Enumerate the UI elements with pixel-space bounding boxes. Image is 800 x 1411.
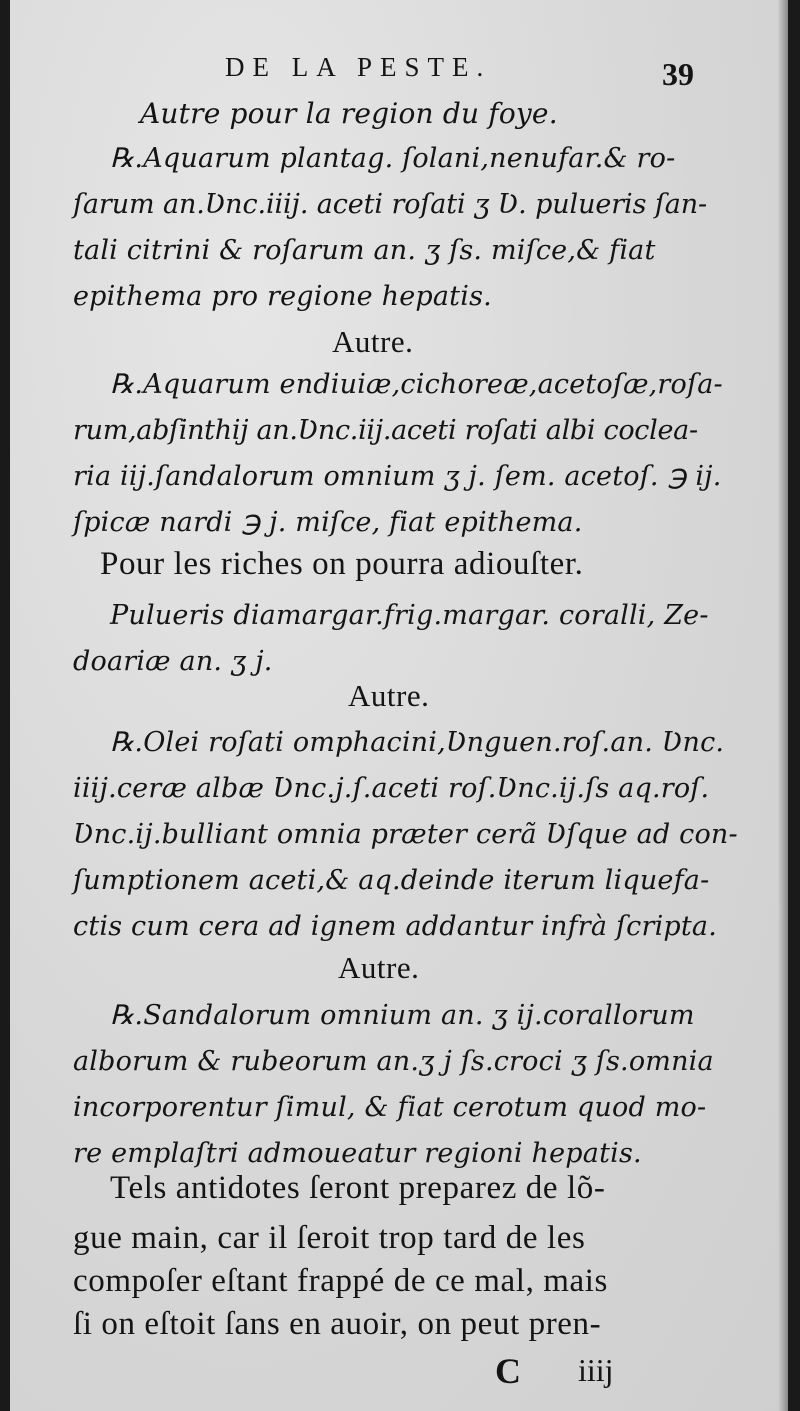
text-line: tali citrini & roſarum an. ʒ ſs. miſce,& fiat [73, 235, 656, 266]
book-page [10, 0, 788, 1411]
section-heading-italic: Autre pour la region du foye. [140, 97, 558, 130]
page-number: 39 [662, 56, 694, 92]
text-line: ſarum an.Ʋnc.iiij. aceti roſati ʒ Ʋ. pulueris ſan- [73, 189, 708, 220]
text-line: doariæ an. ʒ j. [73, 646, 273, 677]
text-line: rum,abſinthij an.Ʋnc.iij.aceti roſati albi coclea- [73, 415, 698, 446]
text-line: iiij.ceræ albæ Ʋnc.j.ſ.aceti roſ.Ʋnc.ij.ſs aq.roſ. [73, 773, 710, 804]
text-line: ctis cum cera ad ignem addantur infrà ſcripta. [73, 911, 718, 942]
section-heading: Autre. [332, 324, 414, 359]
text-line-roman: Pour les riches on pourra adiouſter. [100, 546, 584, 582]
text-line-roman: compoſer eſtant frappé de ce mal, mais [73, 1263, 608, 1299]
running-title: DE LA PESTE. [225, 52, 492, 82]
text-line: ſumptionem aceti,& aq.deinde iterum liquefa- [73, 865, 710, 896]
text-line-roman: ſi on eſtoit ſans en auoir, on peut pren- [73, 1306, 602, 1342]
text-line: Pulueris diamargar.frig.margar. coralli, Ze- [110, 600, 709, 631]
text-line: ria iij.ſandalorum omnium ʒ j. ſem. acetoſ. ℈ ij. [73, 461, 722, 492]
text-line: ℞.Sandalorum omnium an. ʒ ij.corallorum [110, 1000, 695, 1031]
signature-mark-number: iiij [578, 1352, 614, 1388]
section-heading: Autre. [338, 950, 420, 985]
text-line: epithema pro regione hepatis. [73, 281, 492, 312]
text-line: ℞.Olei roſati omphacini,Ʋnguen.roſ.an. Ʋnc. [110, 727, 725, 758]
text-line: alborum & rubeorum an.ʒ j ſs.croci ʒ ſs.omnia [73, 1046, 714, 1077]
text-line-roman: gue main, car il ſeroit trop tard de les [73, 1220, 586, 1256]
text-line: Ʋnc.ij.bulliant omnia præter cerã Ʋſque ad con- [73, 819, 738, 850]
text-line-roman: Tels antidotes ſeront preparez de lõ- [110, 1170, 606, 1206]
text-line: ℞.Aquarum endiuiæ,cichoreæ,acetoſæ,roſa- [110, 369, 723, 400]
text-line: incorporentur ſimul, & fiat cerotum quod mo- [73, 1092, 707, 1123]
text-line: ℞.Aquarum plantag. ſolani,nenufar.& ro- [110, 143, 676, 174]
text-line: re emplaſtri admoueatur regioni hepatis. [73, 1138, 642, 1169]
signature-mark-letter: C [495, 1351, 521, 1391]
text-line: ſpicæ nardi ℈ j. miſce, fiat epithema. [73, 507, 583, 538]
section-heading: Autre. [348, 678, 430, 713]
